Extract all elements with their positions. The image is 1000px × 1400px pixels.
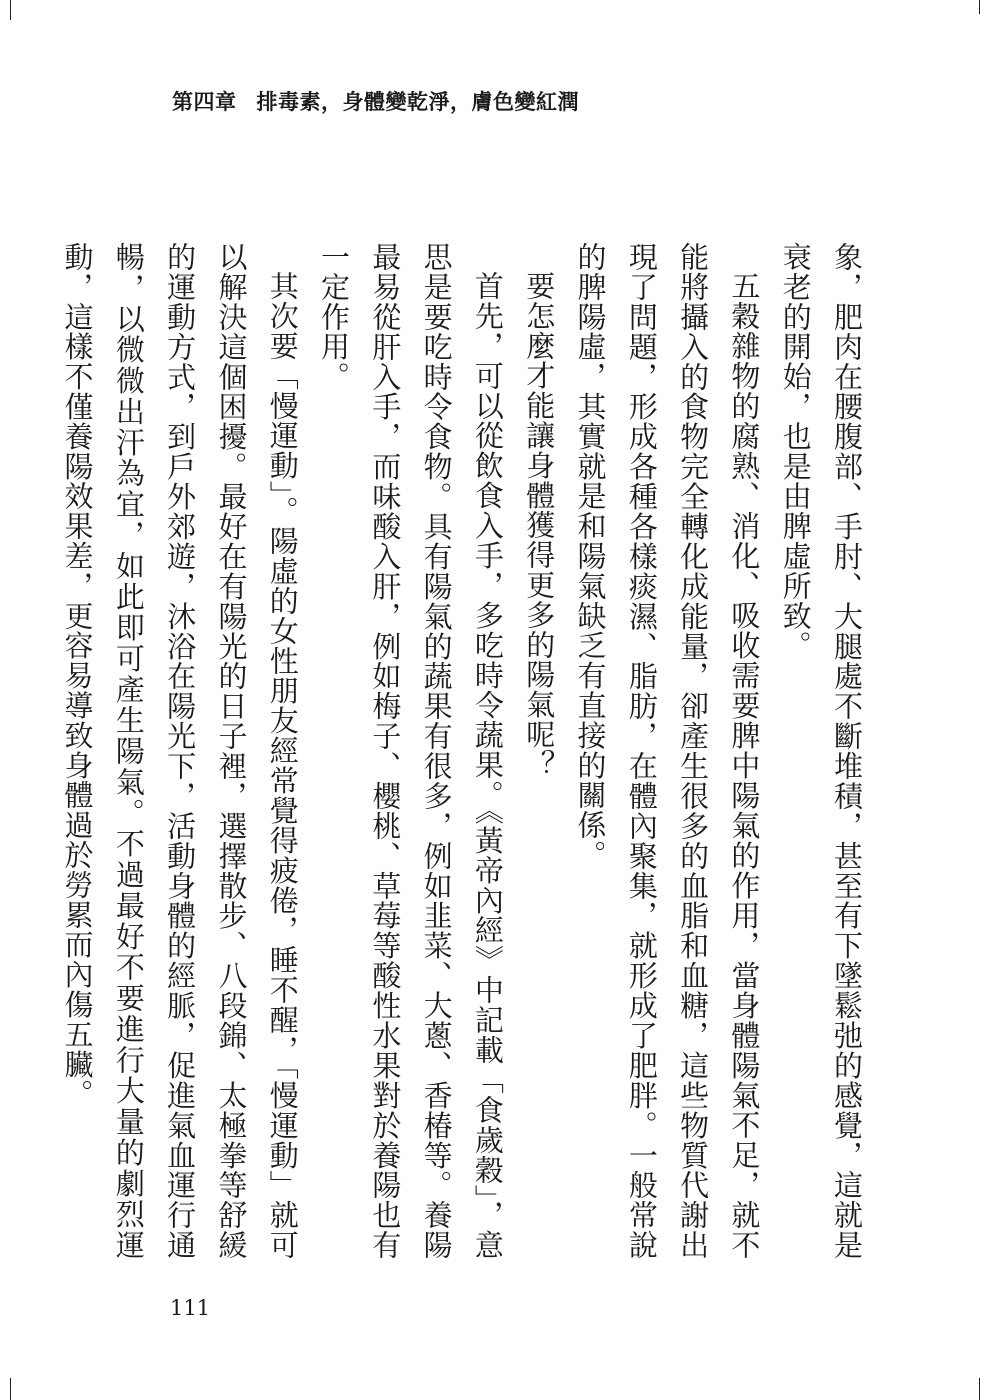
paragraph-3: 要怎麼才能讓身體獲得更多的陽氣呢？: [522, 271, 557, 780]
paragraph-4: 首先，可以從飲食入手，多吃時令蔬果。《黃帝內經》中記載「食歲穀」，意思是要吃時令食物。具有陽氣的蔬果有很多，例如韭菜、大蔥、香椿等。養陽最易從肝入手，而味酸入肝，例如梅子、櫻桃、草莓等酸性水果對於養陽也有一定作用。: [317, 242, 505, 1260]
paragraph-1: 象，肥肉在腰腹部、手肘、大腿處不斷堆積，甚至有下墜鬆弛的感覺，這就是衰老的開始，也是由脾虛所致。: [778, 242, 864, 1260]
chapter-label: 第四章: [172, 90, 237, 114]
chapter-title: 排毒素，身體變乾淨，膚色變紅潤: [256, 90, 579, 114]
crop-mark-bottom-right: [979, 1378, 980, 1400]
paragraph-2: 五穀雜物的腐熟、消化、吸收需要脾中陽氣的作用，當身體陽氣不足，就不能將攝入的食物完全轉化成能量，卻產生很多的血脂和血糖，這些物質代謝出現了問題，形成各種各樣痰濕、脂肪，在體內聚集，就形成了肥胖。一般常說的脾陽虛，其實就是和陽氣缺乏有直接的關係。: [573, 242, 762, 1260]
page-number: 111: [170, 1296, 211, 1320]
vertical-body-text: [51, 242, 872, 1260]
crop-mark-bottom-left: [10, 1378, 11, 1400]
paragraph-5: 其次要「慢運動」。陽虛的女性朋友經常覺得疲倦，睡不醒，「慢運動」就可以解決這個困擾。最好在有陽光的日子裡，選擇散步、八段錦、太極拳等舒緩的運動方式，到戶外郊遊，沐浴在陽光下，活動身體的經脈，促進氣血運行通暢，以微微出汗為宜，如此即可產生陽氣。不過最好不要進行大量的劇烈運動，這樣不僅養陽效果差，更容易導致身體過於勞累而內傷五臟。: [60, 242, 300, 1260]
crop-mark-top-right: [979, 0, 980, 14]
crop-mark-top-left: [10, 0, 11, 20]
running-header: [172, 86, 579, 116]
